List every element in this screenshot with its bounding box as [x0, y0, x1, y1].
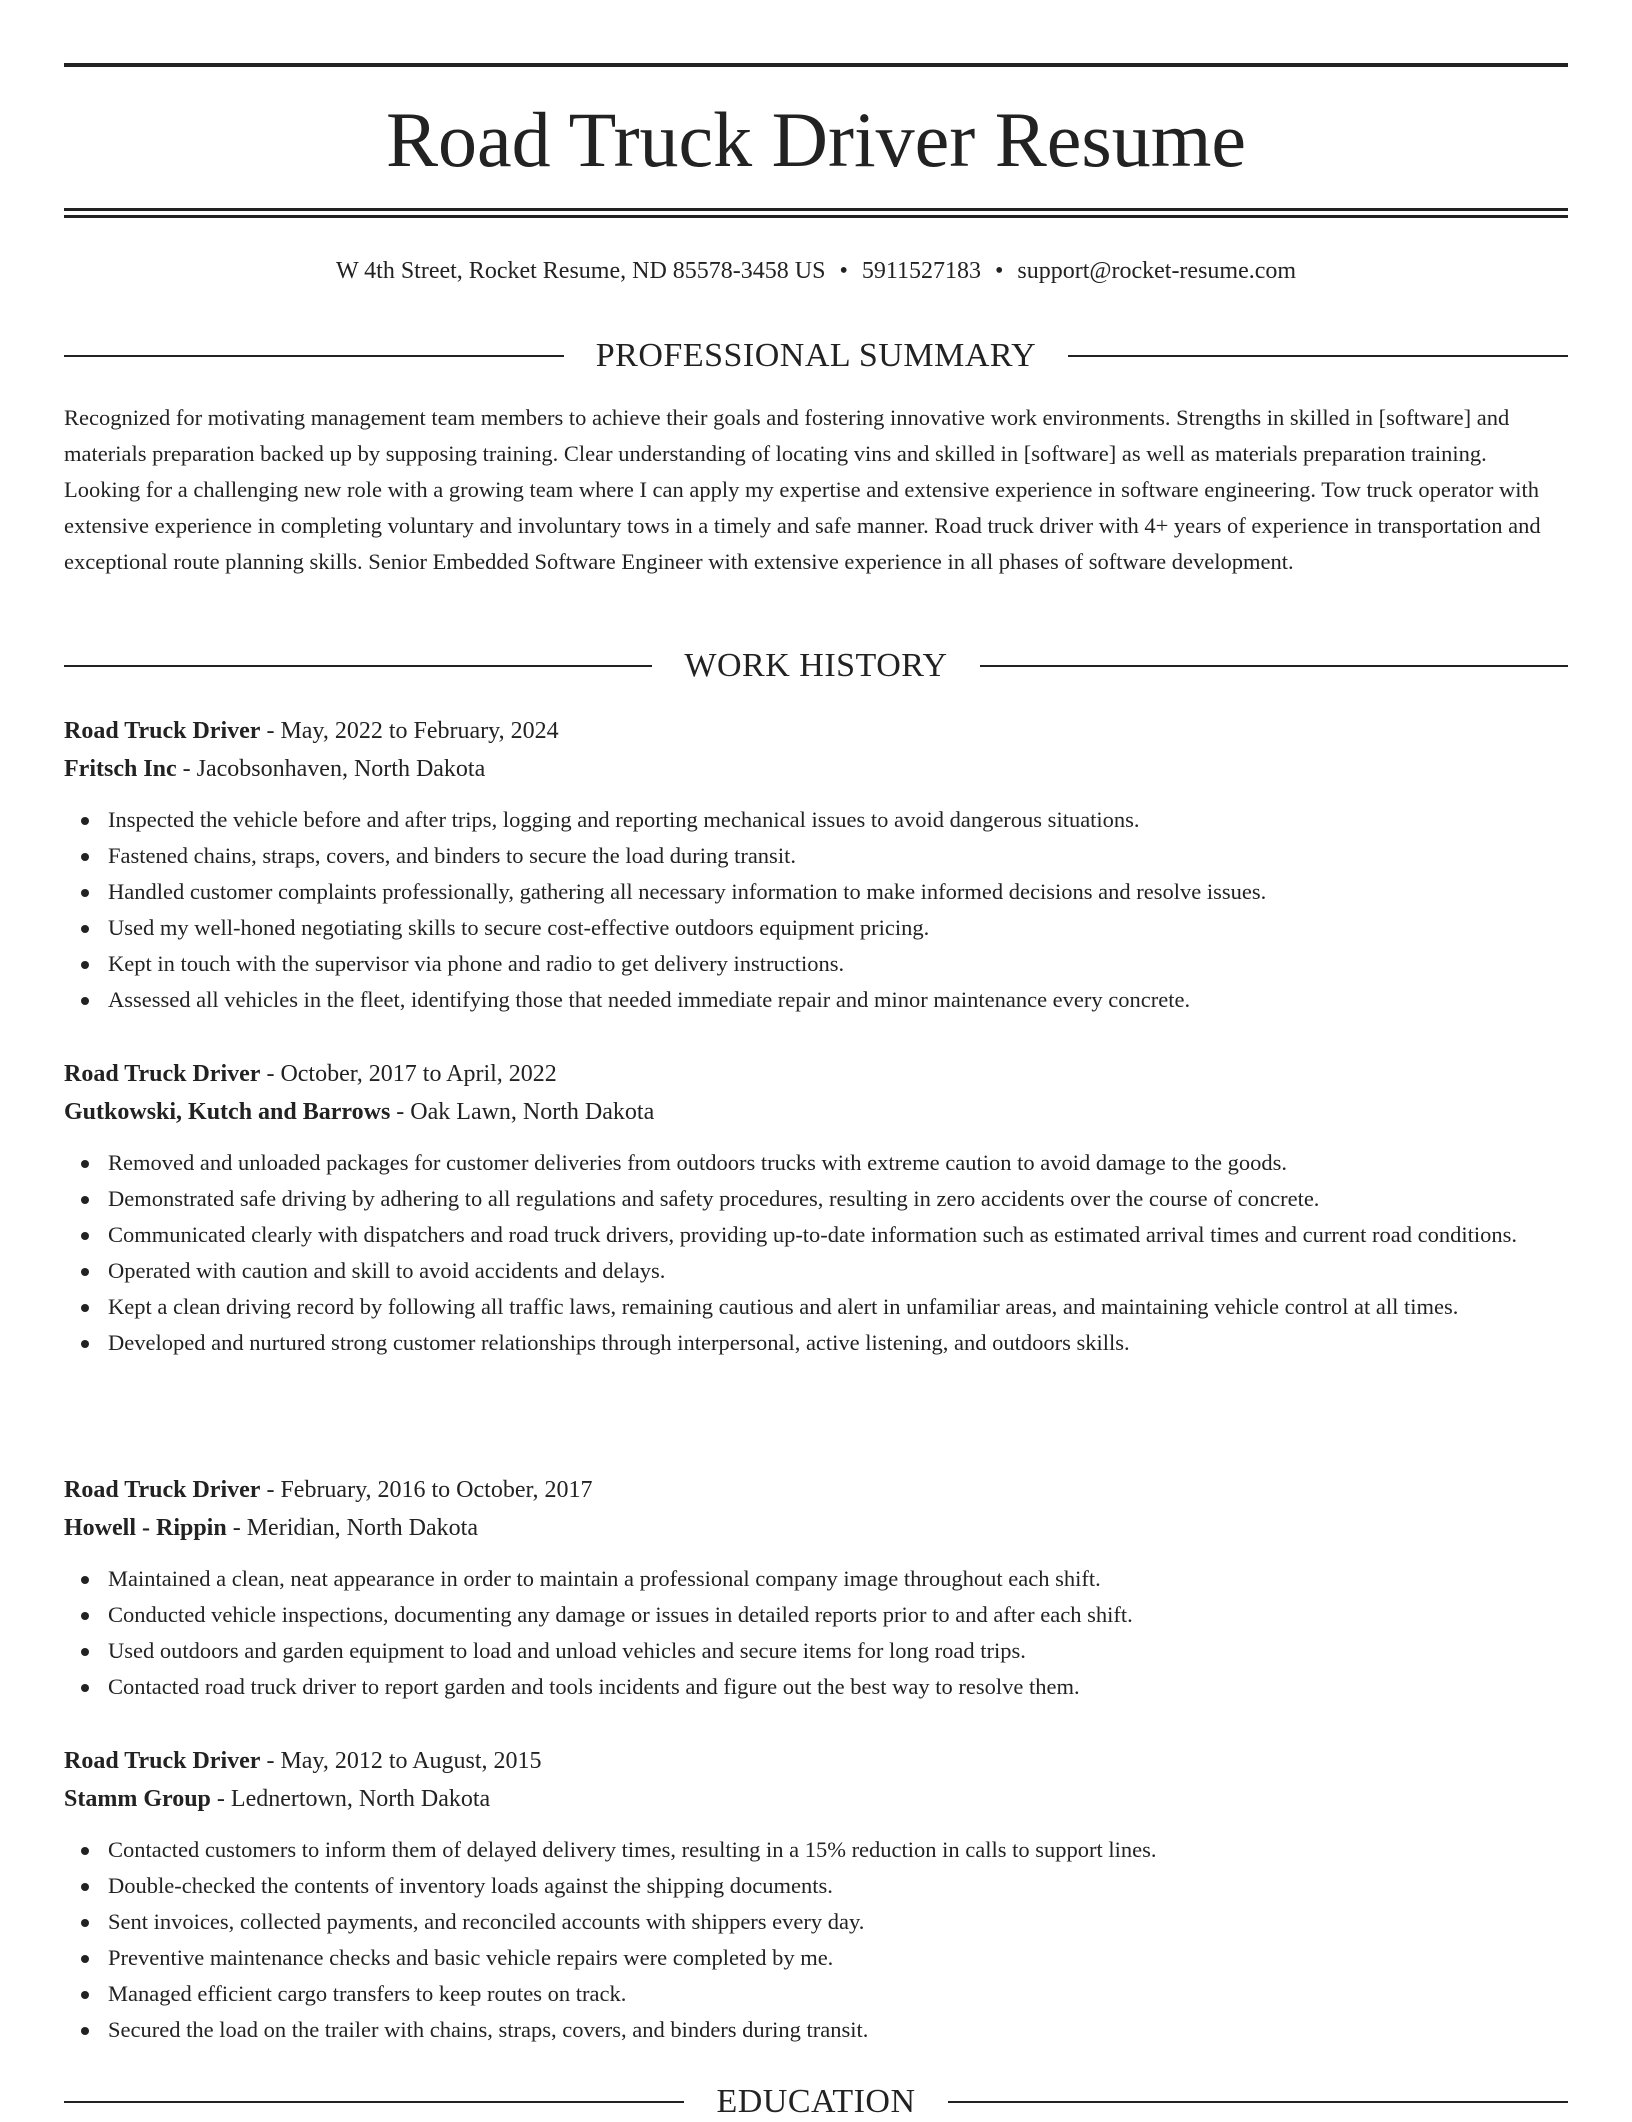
job-bullet: Double-checked the contents of inventory loads against the shipping documents. — [64, 1868, 1568, 1904]
job-company: Stamm Group — [64, 1786, 211, 1812]
heading-rule — [948, 2101, 1568, 2103]
section-heading-education — [64, 2082, 1568, 2122]
heading-rule — [64, 2101, 684, 2103]
job-bullets — [64, 1561, 1568, 1705]
job-bullet: Fastened chains, straps, covers, and binders to secure the load during transit. — [64, 838, 1568, 874]
job-title-line — [64, 712, 1568, 750]
job-location: Oak Lawn, North Dakota — [410, 1099, 655, 1125]
job-company-line — [64, 1093, 1568, 1131]
job-dates: October, 2017 to April, 2022 — [280, 1061, 557, 1087]
job-bullet: Kept a clean driving record by following all traffic laws, remaining cautious and alert in unfamiliar areas, and maintaining vehicle control at all times. — [64, 1289, 1568, 1325]
job-title-line — [64, 1055, 1568, 1093]
job-company: Fritsch Inc — [64, 756, 177, 782]
title-double-rule — [64, 208, 1568, 218]
heading-rule — [1068, 355, 1568, 357]
job-bullet: Used my well-honed negotiating skills to secure cost-effective outdoors equipment pricing. — [64, 910, 1568, 946]
heading-rule — [64, 355, 564, 357]
top-rule — [64, 63, 1568, 67]
job-company-line — [64, 750, 1568, 788]
heading-rule — [64, 665, 652, 667]
job-title: Road Truck Driver — [64, 1477, 261, 1503]
dash: - — [210, 1786, 231, 1812]
job-entry — [64, 1055, 1568, 1361]
job-bullet: Managed efficient cargo transfers to keep routes on track. — [64, 1976, 1568, 2012]
job-bullet: Handled customer complaints professionally, gathering all necessary information to make informed decisions and resolve issues. — [64, 874, 1568, 910]
dash: - — [260, 1748, 281, 1774]
page-title: Road Truck Driver Resume — [385, 96, 1247, 183]
summary-text: Recognized for motivating management team members to achieve their goals and fostering innovative work environments. Strengths in skilled in [software] and materials preparation backed up by supposing training. Clear understanding of locating vins and skilled in [software] as well as materials preparation training. Looking for a challenging new role with a growing team where I can apply my expertise and extensive experience in software engineering. Tow truck operator with extensive experience in completing voluntary and involuntary tows in a timely and safe manner. Road truck driver with 4+ years of experience in transportation and exceptional route planning skills. Senior Embedded Software Engineer with extensive experience in all phases of software development. — [64, 405, 1541, 574]
dash: - — [260, 718, 281, 744]
job-bullet: Sent invoices, collected payments, and reconciled accounts with shippers every day. — [64, 1904, 1568, 1940]
job-bullets — [64, 1145, 1568, 1361]
dash: - — [260, 1477, 281, 1503]
job-bullet: Removed and unloaded packages for customer deliveries from outdoors trucks with extreme caution to avoid damage to the goods. — [64, 1145, 1568, 1181]
job-bullet: Communicated clearly with dispatchers and road truck drivers, providing up-to-date information such as estimated arrival times and current road conditions. — [64, 1217, 1568, 1253]
job-entry — [64, 1471, 1568, 1705]
dash: - — [260, 1061, 281, 1087]
job-location: Lednertown, North Dakota — [230, 1786, 491, 1812]
job-bullet: Contacted customers to inform them of delayed delivery times, resulting in a 15% reduction in calls to support lines. — [64, 1832, 1568, 1868]
job-bullet: Maintained a clean, neat appearance in order to maintain a professional company image throughout each shift. — [64, 1561, 1568, 1597]
job-dates: May, 2022 to February, 2024 — [280, 718, 559, 744]
job-company: Gutkowski, Kutch and Barrows — [64, 1099, 391, 1125]
job-bullet: Operated with caution and skill to avoid accidents and delays. — [64, 1253, 1568, 1289]
section-heading-summary — [64, 336, 1568, 376]
job-bullets — [64, 1832, 1568, 2048]
job-bullet: Conducted vehicle inspections, documenting any damage or issues in detailed reports prior to and after each shift. — [64, 1597, 1568, 1633]
job-bullet: Inspected the vehicle before and after trips, logging and reporting mechanical issues to avoid dangerous situations. — [64, 802, 1568, 838]
job-bullets — [64, 802, 1568, 1018]
job-company-line — [64, 1780, 1568, 1818]
job-title: Road Truck Driver — [64, 718, 261, 744]
section-title: WORK HISTORY — [684, 647, 948, 684]
job-bullet: Preventive maintenance checks and basic vehicle repairs were completed by me. — [64, 1940, 1568, 1976]
job-bullet: Kept in touch with the supervisor via phone and radio to get delivery instructions. — [64, 946, 1568, 982]
contact-line — [64, 254, 1568, 288]
dash: - — [176, 756, 197, 782]
contact-email: support@rocket-resume.com — [1017, 258, 1297, 284]
heading-rule — [980, 665, 1568, 667]
section-heading-work-history — [64, 646, 1568, 686]
job-location: Meridian, North Dakota — [246, 1515, 478, 1541]
job-bullet: Developed and nurtured strong customer relationships through interpersonal, active listening, and outdoors skills. — [64, 1325, 1568, 1361]
job-entry — [64, 712, 1568, 1018]
job-title: Road Truck Driver — [64, 1748, 261, 1774]
job-bullet: Demonstrated safe driving by adhering to all regulations and safety procedures, resulting in zero accidents over the course of concrete. — [64, 1181, 1568, 1217]
job-bullet: Contacted road truck driver to report garden and tools incidents and figure out the best way to resolve them. — [64, 1669, 1568, 1705]
section-title: EDUCATION — [716, 2083, 916, 2120]
job-bullet: Assessed all vehicles in the fleet, identifying those that needed immediate repair and minor maintenance every concrete. — [64, 982, 1568, 1018]
job-title-line — [64, 1471, 1568, 1509]
section-title: PROFESSIONAL SUMMARY — [595, 337, 1037, 374]
contact-separator: • — [839, 258, 848, 284]
job-dates: May, 2012 to August, 2015 — [280, 1748, 542, 1774]
job-title-line — [64, 1742, 1568, 1780]
job-company: Howell - Rippin — [64, 1515, 227, 1541]
job-bullet: Secured the load on the trailer with chains, straps, covers, and binders during transit. — [64, 2012, 1568, 2048]
job-title: Road Truck Driver — [64, 1061, 261, 1087]
job-location: Jacobsonhaven, North Dakota — [196, 756, 486, 782]
job-entry — [64, 1742, 1568, 2048]
dash: - — [226, 1515, 247, 1541]
job-bullet: Used outdoors and garden equipment to load and unload vehicles and secure items for long road trips. — [64, 1633, 1568, 1669]
contact-separator: • — [994, 258, 1004, 284]
contact-address: W 4th Street, Rocket Resume, ND 85578-3458 US — [335, 258, 826, 284]
job-dates: February, 2016 to October, 2017 — [280, 1477, 593, 1503]
dash: - — [390, 1099, 411, 1125]
job-company-line — [64, 1509, 1568, 1547]
contact-phone: 5911527183 — [861, 258, 981, 284]
